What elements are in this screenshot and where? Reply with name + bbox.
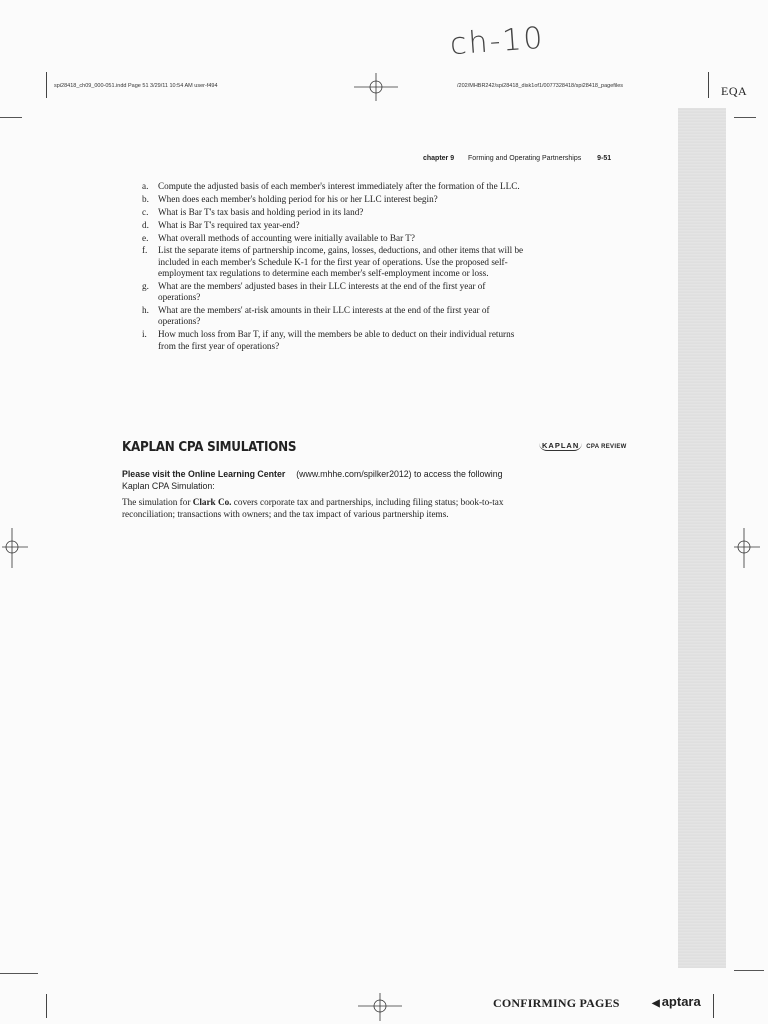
simulation-paragraph: [122, 497, 532, 520]
aptara-logo: [652, 994, 701, 1009]
section-heading: KAPLAN CPA SIMULATIONS: [122, 440, 297, 455]
list-item: [140, 245, 525, 279]
aptara-mark-icon: ◀: [652, 998, 660, 1009]
file-slug-right: /202/MHBR242/spi28418_disk1of1/0077328418/spi28418_pagefiles: [457, 83, 624, 89]
item-letter: i.: [142, 329, 147, 340]
page-number: 9-51: [597, 155, 612, 162]
item-letter: h.: [142, 305, 149, 316]
running-head-chapter: chapter 9: [423, 155, 455, 162]
item-text: When does each member's holding period for his or her LLC interest begin?: [158, 193, 438, 204]
item-text: What overall methods of accounting were initially available to Bar T?: [158, 232, 415, 243]
crop-mark: [708, 72, 709, 98]
crop-mark: [46, 994, 47, 1018]
handwritten-note: ch-10: [448, 20, 546, 63]
list-item: [140, 181, 525, 192]
item-letter: b.: [142, 193, 149, 204]
item-letter: c.: [142, 206, 149, 217]
list-item: [140, 329, 525, 352]
list-item: [140, 305, 525, 328]
item-text: What is Bar T's required tax year-end?: [158, 219, 300, 230]
eqa-label: EQA: [721, 84, 748, 98]
item-text: How much loss from Bar T, if any, will the members be able to deduct on their individual returns from the first year of operations?: [158, 329, 515, 351]
sim-company: Clark Co.: [192, 497, 232, 507]
registration-mark-icon: [352, 72, 400, 102]
crop-mark: [46, 72, 47, 98]
kaplan-logo-sub: CPA REVIEW: [586, 444, 627, 450]
confirming-pages-label: CONFIRMING PAGES: [493, 996, 620, 1010]
scan-margin-strip: [678, 108, 726, 968]
kaplan-logo: [539, 441, 627, 451]
item-letter: f.: [142, 245, 148, 256]
item-text: List the separate items of partnership income, gains, losses, deductions, and other items that will be included in each member's Schedule K-1 for the first year of operations. Use the proposed self-employment tax regulations to determine each member's self-employment income or loss.: [158, 245, 524, 279]
sim-rest: covers corporate tax and partnerships, including filing status; book-to-tax reconciliation; transactions with owners; and the tax impact of various partnership items.: [122, 497, 504, 519]
list-item: [140, 207, 525, 218]
aptara-logo-text: aptara: [661, 994, 701, 1009]
trim-line: [734, 970, 764, 971]
crop-mark: [713, 994, 714, 1018]
intro-bold: Please visit the Online Learning Center: [122, 469, 286, 479]
item-text: What are the members' at-risk amounts in their LLC interests at the end of the first year of operations?: [158, 305, 490, 327]
trim-line: [734, 117, 756, 118]
running-head: [423, 155, 611, 162]
item-letter: e.: [142, 232, 149, 243]
intro-paragraph: [122, 469, 532, 492]
registration-mark-icon: [732, 528, 762, 568]
item-letter: d.: [142, 219, 149, 230]
file-slug-left: spi28418_ch09_000-051.indd Page 51 3/29/11 10:54 AM user-f494: [54, 83, 218, 89]
item-text: Compute the adjusted basis of each member's interest immediately after the formation of the LLC.: [158, 181, 520, 191]
trim-line: [0, 117, 22, 118]
registration-mark-icon: [0, 528, 30, 568]
registration-mark-icon: [356, 992, 404, 1022]
list-item: [140, 281, 525, 304]
list-item: [140, 220, 525, 231]
item-text: What are the members' adjusted bases in their LLC interests at the end of the first year of operations?: [158, 280, 486, 303]
list-item: [140, 194, 525, 205]
item-letter: g.: [142, 280, 149, 291]
list-item: [140, 233, 525, 244]
item-text: What is Bar T's tax basis and holding period in its land?: [158, 206, 364, 217]
olc-url-link[interactable]: (www.mhhe.com/spilker2012): [296, 469, 412, 479]
intro-rest: to access the following Kaplan CPA Simulation:: [122, 469, 503, 491]
sim-prefix: The simulation for: [122, 497, 193, 507]
item-letter: a.: [142, 181, 149, 191]
question-list: [140, 181, 525, 354]
running-head-title: Forming and Operating Partnerships: [468, 155, 582, 162]
trim-line: [0, 973, 38, 974]
kaplan-logo-text: KAPLAN: [539, 441, 582, 451]
